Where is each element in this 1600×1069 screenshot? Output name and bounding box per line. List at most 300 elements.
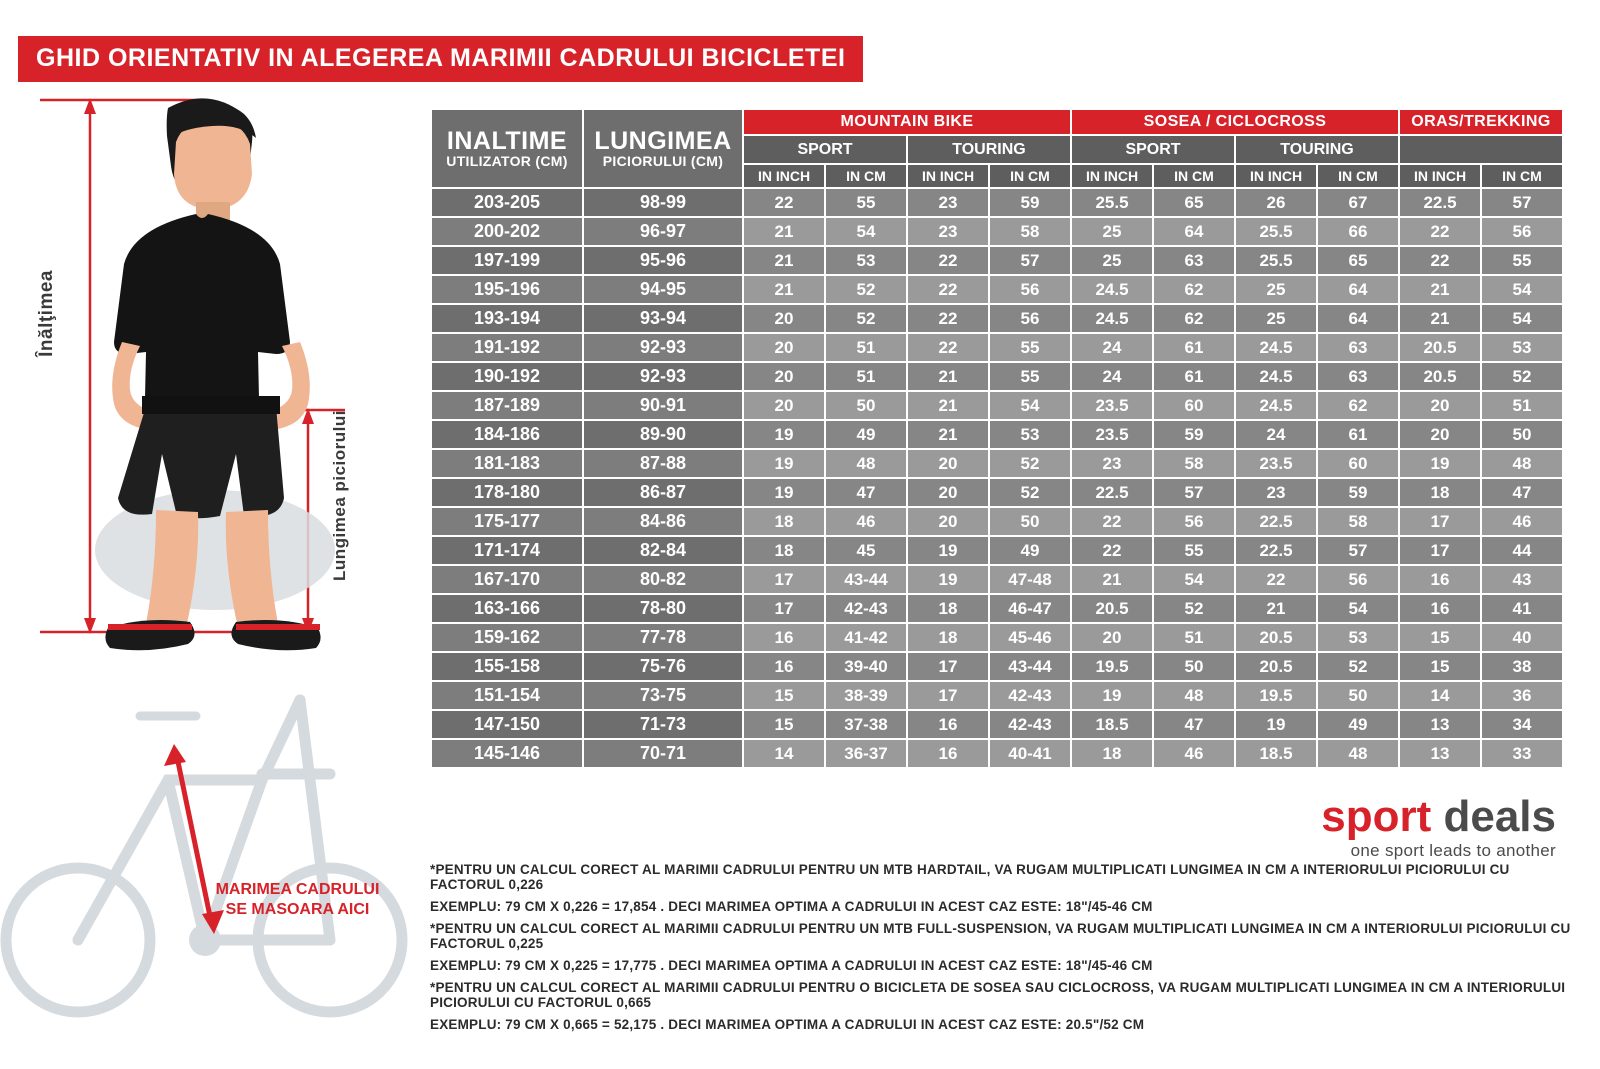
column-header-leg bbox=[583, 109, 743, 188]
cell-leg-length: 82-84 bbox=[583, 536, 743, 565]
cell-frame-size: 24 bbox=[1071, 362, 1153, 391]
cell-frame-size: 24 bbox=[1071, 333, 1153, 362]
cell-frame-size: 18 bbox=[743, 507, 825, 536]
unit-mtb-touring-cm: IN CM bbox=[989, 164, 1071, 188]
cell-height: 203-205 bbox=[431, 188, 583, 217]
cell-frame-size: 54 bbox=[825, 217, 907, 246]
cell-frame-size: 16 bbox=[743, 652, 825, 681]
cell-frame-size: 23.5 bbox=[1235, 449, 1317, 478]
footnotes bbox=[430, 862, 1580, 1039]
cell-height: 159-162 bbox=[431, 623, 583, 652]
cell-frame-size: 21 bbox=[907, 420, 989, 449]
cell-frame-size: 19 bbox=[1235, 710, 1317, 739]
cell-frame-size: 51 bbox=[825, 362, 907, 391]
cell-frame-size: 20 bbox=[1399, 420, 1481, 449]
unit-road-sport-cm: IN CM bbox=[1153, 164, 1235, 188]
cell-frame-size: 60 bbox=[1317, 449, 1399, 478]
cell-height: 167-170 bbox=[431, 565, 583, 594]
cell-frame-size: 45-46 bbox=[989, 623, 1071, 652]
table-row bbox=[431, 478, 1563, 507]
cell-frame-size: 38 bbox=[1481, 652, 1563, 681]
cell-frame-size: 60 bbox=[1153, 391, 1235, 420]
cell-frame-size: 15 bbox=[743, 710, 825, 739]
cell-frame-size: 46 bbox=[825, 507, 907, 536]
cell-height: 145-146 bbox=[431, 739, 583, 768]
cell-frame-size: 43-44 bbox=[989, 652, 1071, 681]
cell-frame-size: 54 bbox=[989, 391, 1071, 420]
frame-size-note-line2: SE MASOARA AICI bbox=[225, 901, 370, 918]
cell-frame-size: 58 bbox=[1317, 507, 1399, 536]
cell-frame-size: 46 bbox=[1153, 739, 1235, 768]
cell-frame-size: 19 bbox=[1399, 449, 1481, 478]
cell-frame-size: 23 bbox=[1071, 449, 1153, 478]
cell-frame-size: 41 bbox=[1481, 594, 1563, 623]
cell-frame-size: 42-43 bbox=[989, 710, 1071, 739]
cell-leg-length: 86-87 bbox=[583, 478, 743, 507]
cell-frame-size: 16 bbox=[907, 710, 989, 739]
unit-road-touring-cm: IN CM bbox=[1317, 164, 1399, 188]
cell-leg-length: 80-82 bbox=[583, 565, 743, 594]
cell-frame-size: 65 bbox=[1153, 188, 1235, 217]
cell-frame-size: 25 bbox=[1235, 304, 1317, 333]
cell-frame-size: 52 bbox=[1153, 594, 1235, 623]
table-row bbox=[431, 710, 1563, 739]
cell-frame-size: 24.5 bbox=[1235, 362, 1317, 391]
cell-frame-size: 51 bbox=[1481, 391, 1563, 420]
cell-frame-size: 22 bbox=[907, 333, 989, 362]
cell-frame-size: 46-47 bbox=[989, 594, 1071, 623]
cell-frame-size: 63 bbox=[1317, 333, 1399, 362]
cell-frame-size: 59 bbox=[989, 188, 1071, 217]
cell-frame-size: 18 bbox=[1399, 478, 1481, 507]
table-row bbox=[431, 594, 1563, 623]
table-row bbox=[431, 739, 1563, 768]
table-row bbox=[431, 275, 1563, 304]
cell-height: 175-177 bbox=[431, 507, 583, 536]
cell-height: 200-202 bbox=[431, 217, 583, 246]
cell-frame-size: 44 bbox=[1481, 536, 1563, 565]
cell-frame-size: 54 bbox=[1153, 565, 1235, 594]
cell-frame-size: 19 bbox=[907, 565, 989, 594]
cell-frame-size: 52 bbox=[1317, 652, 1399, 681]
cell-frame-size: 22 bbox=[907, 304, 989, 333]
cell-frame-size: 43 bbox=[1481, 565, 1563, 594]
cell-frame-size: 17 bbox=[743, 594, 825, 623]
cell-frame-size: 50 bbox=[1317, 681, 1399, 710]
cell-frame-size: 20 bbox=[743, 362, 825, 391]
cell-leg-length: 87-88 bbox=[583, 449, 743, 478]
cell-frame-size: 57 bbox=[1153, 478, 1235, 507]
cell-frame-size: 20 bbox=[743, 304, 825, 333]
cell-frame-size: 36 bbox=[1481, 681, 1563, 710]
footnote-6: EXEMPLU: 79 CM X 0,665 = 52,175 . DECI MARIMEA OPTIMA A CADRULUI IN ACEST CAZ ESTE: 20.5"/52 CM bbox=[430, 1017, 1145, 1032]
table-row bbox=[431, 652, 1563, 681]
category-mountain-bike: MOUNTAIN BIKE bbox=[743, 109, 1071, 135]
unit-trekking-cm: IN CM bbox=[1481, 164, 1563, 188]
cell-frame-size: 20 bbox=[743, 391, 825, 420]
table-row bbox=[431, 304, 1563, 333]
cell-frame-size: 58 bbox=[989, 217, 1071, 246]
leg-length-measure-label: Lungimea piciorului bbox=[330, 410, 349, 582]
cell-frame-size: 56 bbox=[989, 304, 1071, 333]
cell-height: 195-196 bbox=[431, 275, 583, 304]
cell-frame-size: 41-42 bbox=[825, 623, 907, 652]
cell-frame-size: 24.5 bbox=[1071, 304, 1153, 333]
cell-leg-length: 70-71 bbox=[583, 739, 743, 768]
cell-frame-size: 49 bbox=[1317, 710, 1399, 739]
cell-frame-size: 59 bbox=[1317, 478, 1399, 507]
table-row bbox=[431, 333, 1563, 362]
table-row bbox=[431, 362, 1563, 391]
frame-size-note bbox=[205, 880, 390, 920]
cell-frame-size: 21 bbox=[1235, 594, 1317, 623]
cell-frame-size: 49 bbox=[989, 536, 1071, 565]
cell-frame-size: 22 bbox=[1399, 217, 1481, 246]
cell-frame-size: 40-41 bbox=[989, 739, 1071, 768]
unit-road-sport-inch: IN INCH bbox=[1071, 164, 1153, 188]
cell-frame-size: 54 bbox=[1481, 275, 1563, 304]
cell-frame-size: 45 bbox=[825, 536, 907, 565]
cell-frame-size: 13 bbox=[1399, 710, 1481, 739]
cell-frame-size: 55 bbox=[989, 362, 1071, 391]
column-header-height bbox=[431, 109, 583, 188]
cell-height: 178-180 bbox=[431, 478, 583, 507]
cell-frame-size: 56 bbox=[1317, 565, 1399, 594]
cell-frame-size: 52 bbox=[989, 478, 1071, 507]
cell-frame-size: 52 bbox=[1481, 362, 1563, 391]
cell-frame-size: 16 bbox=[743, 623, 825, 652]
cell-frame-size: 48 bbox=[1481, 449, 1563, 478]
sport-deals-logo bbox=[1321, 792, 1556, 861]
cell-frame-size: 17 bbox=[743, 565, 825, 594]
cell-frame-size: 47 bbox=[825, 478, 907, 507]
category-road-cyclocross: SOSEA / CICLOCROSS bbox=[1071, 109, 1399, 135]
cell-frame-size: 47 bbox=[1481, 478, 1563, 507]
cell-leg-length: 77-78 bbox=[583, 623, 743, 652]
cell-leg-length: 98-99 bbox=[583, 188, 743, 217]
table-header-categories bbox=[431, 109, 1563, 135]
cell-frame-size: 19 bbox=[1071, 681, 1153, 710]
cell-frame-size: 57 bbox=[1481, 188, 1563, 217]
cell-frame-size: 56 bbox=[1153, 507, 1235, 536]
cell-frame-size: 18.5 bbox=[1071, 710, 1153, 739]
cell-frame-size: 57 bbox=[1317, 536, 1399, 565]
cell-frame-size: 19.5 bbox=[1071, 652, 1153, 681]
cell-frame-size: 62 bbox=[1153, 275, 1235, 304]
cell-leg-length: 96-97 bbox=[583, 217, 743, 246]
cell-frame-size: 18 bbox=[1071, 739, 1153, 768]
cell-frame-size: 51 bbox=[825, 333, 907, 362]
cell-height: 187-189 bbox=[431, 391, 583, 420]
cell-frame-size: 18 bbox=[907, 623, 989, 652]
cell-frame-size: 22 bbox=[907, 246, 989, 275]
table-row bbox=[431, 449, 1563, 478]
cell-frame-size: 25 bbox=[1071, 246, 1153, 275]
road-sport-header: SPORT bbox=[1071, 135, 1235, 164]
cell-frame-size: 53 bbox=[1317, 623, 1399, 652]
cell-frame-size: 22 bbox=[1399, 246, 1481, 275]
size-chart-body bbox=[431, 188, 1563, 768]
cell-frame-size: 34 bbox=[1481, 710, 1563, 739]
column-header-leg-sub: PICIORULUI (CM) bbox=[602, 153, 724, 170]
cell-frame-size: 23 bbox=[907, 188, 989, 217]
cell-height: 155-158 bbox=[431, 652, 583, 681]
size-chart-table bbox=[430, 108, 1564, 769]
cell-frame-size: 17 bbox=[1399, 507, 1481, 536]
cell-frame-size: 67 bbox=[1317, 188, 1399, 217]
cell-frame-size: 21 bbox=[907, 362, 989, 391]
cell-height: 184-186 bbox=[431, 420, 583, 449]
cell-frame-size: 54 bbox=[1317, 594, 1399, 623]
cell-height: 181-183 bbox=[431, 449, 583, 478]
cell-leg-length: 92-93 bbox=[583, 333, 743, 362]
height-measure-label: Înălţimea bbox=[36, 270, 57, 357]
cell-frame-size: 53 bbox=[825, 246, 907, 275]
cell-frame-size: 62 bbox=[1317, 391, 1399, 420]
unit-mtb-touring-inch: IN INCH bbox=[907, 164, 989, 188]
cell-frame-size: 17 bbox=[907, 681, 989, 710]
cell-frame-size: 22 bbox=[907, 275, 989, 304]
cell-height: 197-199 bbox=[431, 246, 583, 275]
cell-height: 190-192 bbox=[431, 362, 583, 391]
cell-frame-size: 21 bbox=[907, 391, 989, 420]
cell-frame-size: 22.5 bbox=[1235, 507, 1317, 536]
table-row bbox=[431, 681, 1563, 710]
cell-frame-size: 20 bbox=[907, 507, 989, 536]
table-row bbox=[431, 623, 1563, 652]
table-row bbox=[431, 217, 1563, 246]
cell-frame-size: 21 bbox=[743, 246, 825, 275]
unit-mtb-sport-inch: IN INCH bbox=[743, 164, 825, 188]
cell-frame-size: 25.5 bbox=[1071, 188, 1153, 217]
cell-leg-length: 93-94 bbox=[583, 304, 743, 333]
cell-leg-length: 75-76 bbox=[583, 652, 743, 681]
cell-frame-size: 17 bbox=[1399, 536, 1481, 565]
mtb-sport-header: SPORT bbox=[743, 135, 907, 164]
cell-frame-size: 22 bbox=[1235, 565, 1317, 594]
cell-frame-size: 48 bbox=[1153, 681, 1235, 710]
cell-frame-size: 62 bbox=[1153, 304, 1235, 333]
cell-frame-size: 49 bbox=[825, 420, 907, 449]
logo-word-deals: deals bbox=[1443, 792, 1556, 841]
cell-leg-length: 71-73 bbox=[583, 710, 743, 739]
cell-frame-size: 53 bbox=[1481, 333, 1563, 362]
cell-frame-size: 48 bbox=[825, 449, 907, 478]
cell-frame-size: 50 bbox=[825, 391, 907, 420]
footnote-3: *PENTRU UN CALCUL CORECT AL MARIMII CADRULUI PENTRU UN MTB FULL-SUSPENSION, VA RUGAM MULTIPLICATI LUNGIMEA IN CM A INTERIORULUI PICIORULUI CU FACTORUL 0,225 bbox=[430, 921, 1571, 951]
cell-frame-size: 20.5 bbox=[1399, 333, 1481, 362]
cell-frame-size: 24.5 bbox=[1235, 391, 1317, 420]
cell-leg-length: 89-90 bbox=[583, 420, 743, 449]
cell-frame-size: 16 bbox=[1399, 565, 1481, 594]
cell-frame-size: 24.5 bbox=[1071, 275, 1153, 304]
cell-frame-size: 64 bbox=[1153, 217, 1235, 246]
logo-tagline: one sport leads to another bbox=[1350, 841, 1556, 860]
cell-frame-size: 56 bbox=[989, 275, 1071, 304]
cell-frame-size: 42-43 bbox=[825, 594, 907, 623]
mtb-touring-header: TOURING bbox=[907, 135, 1071, 164]
cell-frame-size: 61 bbox=[1153, 362, 1235, 391]
cell-frame-size: 21 bbox=[1399, 304, 1481, 333]
footnote-1: *PENTRU UN CALCUL CORECT AL MARIMII CADRULUI PENTRU UN MTB HARDTAIL, VA RUGAM MULTIPLICATI LUNGIMEA IN CM A INTERIORULUI PICIORULUI CU FACTORUL 0,226 bbox=[430, 862, 1510, 892]
cell-height: 191-192 bbox=[431, 333, 583, 362]
cell-frame-size: 18 bbox=[907, 594, 989, 623]
column-header-height-sub: UTILIZATOR (CM) bbox=[446, 153, 568, 170]
cell-frame-size: 21 bbox=[743, 217, 825, 246]
cell-frame-size: 16 bbox=[1399, 594, 1481, 623]
cell-frame-size: 20 bbox=[1399, 391, 1481, 420]
cell-frame-size: 64 bbox=[1317, 275, 1399, 304]
unit-mtb-sport-cm: IN CM bbox=[825, 164, 907, 188]
cell-height: 147-150 bbox=[431, 710, 583, 739]
cell-frame-size: 47 bbox=[1153, 710, 1235, 739]
table-row bbox=[431, 565, 1563, 594]
cell-frame-size: 18.5 bbox=[1235, 739, 1317, 768]
cell-frame-size: 21 bbox=[743, 275, 825, 304]
cell-frame-size: 23.5 bbox=[1071, 391, 1153, 420]
cell-frame-size: 20 bbox=[1071, 623, 1153, 652]
table-row bbox=[431, 420, 1563, 449]
column-header-leg-title: LUNGIMEA bbox=[594, 127, 732, 156]
cell-frame-size: 15 bbox=[1399, 623, 1481, 652]
cell-frame-size: 50 bbox=[1481, 420, 1563, 449]
illustration-panel bbox=[0, 80, 420, 1060]
cell-frame-size: 55 bbox=[989, 333, 1071, 362]
column-header-height-title: INALTIME bbox=[446, 127, 568, 156]
cell-frame-size: 15 bbox=[743, 681, 825, 710]
cell-frame-size: 55 bbox=[1153, 536, 1235, 565]
trekking-spacer-header bbox=[1399, 135, 1563, 164]
table-row bbox=[431, 391, 1563, 420]
cell-frame-size: 42-43 bbox=[989, 681, 1071, 710]
cell-frame-size: 16 bbox=[907, 739, 989, 768]
cell-frame-size: 21 bbox=[1071, 565, 1153, 594]
table-row bbox=[431, 536, 1563, 565]
cell-frame-size: 19 bbox=[907, 536, 989, 565]
cell-frame-size: 24.5 bbox=[1235, 333, 1317, 362]
cell-frame-size: 19 bbox=[743, 449, 825, 478]
cell-frame-size: 54 bbox=[1481, 304, 1563, 333]
cell-frame-size: 17 bbox=[907, 652, 989, 681]
cell-height: 163-166 bbox=[431, 594, 583, 623]
cell-frame-size: 43-44 bbox=[825, 565, 907, 594]
cell-frame-size: 48 bbox=[1317, 739, 1399, 768]
cell-frame-size: 39-40 bbox=[825, 652, 907, 681]
cell-frame-size: 22 bbox=[1071, 536, 1153, 565]
cell-leg-length: 92-93 bbox=[583, 362, 743, 391]
cell-frame-size: 23 bbox=[907, 217, 989, 246]
cell-frame-size: 20.5 bbox=[1071, 594, 1153, 623]
cell-frame-size: 63 bbox=[1317, 362, 1399, 391]
cell-frame-size: 20.5 bbox=[1399, 362, 1481, 391]
category-city-trekking: ORAS/TREKKING bbox=[1399, 109, 1563, 135]
cell-frame-size: 20 bbox=[907, 478, 989, 507]
cell-frame-size: 51 bbox=[1153, 623, 1235, 652]
table-row bbox=[431, 188, 1563, 217]
cell-frame-size: 14 bbox=[743, 739, 825, 768]
cell-frame-size: 22.5 bbox=[1071, 478, 1153, 507]
cell-frame-size: 64 bbox=[1317, 304, 1399, 333]
cell-frame-size: 25 bbox=[1235, 275, 1317, 304]
cell-frame-size: 21 bbox=[1399, 275, 1481, 304]
cell-frame-size: 14 bbox=[1399, 681, 1481, 710]
cell-frame-size: 19 bbox=[743, 420, 825, 449]
road-touring-header: TOURING bbox=[1235, 135, 1399, 164]
frame-size-note-line1: MARIMEA CADRULUI bbox=[215, 881, 380, 898]
cell-frame-size: 50 bbox=[1153, 652, 1235, 681]
cell-leg-length: 73-75 bbox=[583, 681, 743, 710]
cell-frame-size: 36-37 bbox=[825, 739, 907, 768]
cell-frame-size: 61 bbox=[1153, 333, 1235, 362]
cell-frame-size: 55 bbox=[825, 188, 907, 217]
table-row bbox=[431, 507, 1563, 536]
cell-frame-size: 52 bbox=[825, 304, 907, 333]
cell-frame-size: 22.5 bbox=[1235, 536, 1317, 565]
cell-leg-length: 90-91 bbox=[583, 391, 743, 420]
cell-frame-size: 65 bbox=[1317, 246, 1399, 275]
cell-frame-size: 55 bbox=[1481, 246, 1563, 275]
cell-frame-size: 19.5 bbox=[1235, 681, 1317, 710]
cell-frame-size: 25.5 bbox=[1235, 217, 1317, 246]
unit-road-touring-inch: IN INCH bbox=[1235, 164, 1317, 188]
cell-frame-size: 63 bbox=[1153, 246, 1235, 275]
cell-frame-size: 61 bbox=[1317, 420, 1399, 449]
cell-frame-size: 58 bbox=[1153, 449, 1235, 478]
cell-frame-size: 22 bbox=[1071, 507, 1153, 536]
cell-leg-length: 84-86 bbox=[583, 507, 743, 536]
cell-frame-size: 53 bbox=[989, 420, 1071, 449]
footnote-2: EXEMPLU: 79 CM X 0,226 = 17,854 . DECI MARIMEA OPTIMA A CADRULUI IN ACEST CAZ ESTE: 18"/45-46 CM bbox=[430, 899, 1153, 914]
cell-height: 151-154 bbox=[431, 681, 583, 710]
cell-frame-size: 57 bbox=[989, 246, 1071, 275]
footnote-4: EXEMPLU: 79 CM X 0,225 = 17,775 . DECI MARIMEA OPTIMA A CADRULUI IN ACEST CAZ ESTE: 18"/45-46 CM bbox=[430, 958, 1153, 973]
cell-frame-size: 40 bbox=[1481, 623, 1563, 652]
cell-frame-size: 22.5 bbox=[1399, 188, 1481, 217]
cell-frame-size: 22 bbox=[743, 188, 825, 217]
cell-frame-size: 38-39 bbox=[825, 681, 907, 710]
cell-frame-size: 56 bbox=[1481, 217, 1563, 246]
cell-frame-size: 47-48 bbox=[989, 565, 1071, 594]
cell-frame-size: 26 bbox=[1235, 188, 1317, 217]
logo-wordmark bbox=[1321, 792, 1556, 841]
cell-frame-size: 19 bbox=[743, 478, 825, 507]
cell-frame-size: 15 bbox=[1399, 652, 1481, 681]
cell-frame-size: 24 bbox=[1235, 420, 1317, 449]
page-title: GHID ORIENTATIV IN ALEGEREA MARIMII CADRULUI BICICLETEI bbox=[18, 36, 863, 82]
cell-frame-size: 46 bbox=[1481, 507, 1563, 536]
cell-frame-size: 59 bbox=[1153, 420, 1235, 449]
cell-frame-size: 23 bbox=[1235, 478, 1317, 507]
footnote-5: *PENTRU UN CALCUL CORECT AL MARIMII CADRULUI PENTRU O BICICLETA DE SOSEA SAU CICLOCROSS, VA RUGAM MULTIPLICATI LUNGIMEA IN CM A INTERIORULUI PICIORULUI CU FACTORUL 0,665 bbox=[430, 980, 1566, 1010]
logo-word-sport: sport bbox=[1321, 792, 1432, 841]
cell-leg-length: 95-96 bbox=[583, 246, 743, 275]
cell-frame-size: 20.5 bbox=[1235, 623, 1317, 652]
cell-frame-size: 20.5 bbox=[1235, 652, 1317, 681]
cell-frame-size: 18 bbox=[743, 536, 825, 565]
cell-frame-size: 33 bbox=[1481, 739, 1563, 768]
cell-leg-length: 94-95 bbox=[583, 275, 743, 304]
cell-frame-size: 20 bbox=[907, 449, 989, 478]
cell-frame-size: 37-38 bbox=[825, 710, 907, 739]
cell-frame-size: 23.5 bbox=[1071, 420, 1153, 449]
cell-frame-size: 52 bbox=[989, 449, 1071, 478]
cell-leg-length: 78-80 bbox=[583, 594, 743, 623]
cell-frame-size: 66 bbox=[1317, 217, 1399, 246]
cell-frame-size: 25 bbox=[1071, 217, 1153, 246]
cell-frame-size: 25.5 bbox=[1235, 246, 1317, 275]
table-row bbox=[431, 246, 1563, 275]
size-chart-table-wrapper bbox=[430, 108, 1564, 769]
